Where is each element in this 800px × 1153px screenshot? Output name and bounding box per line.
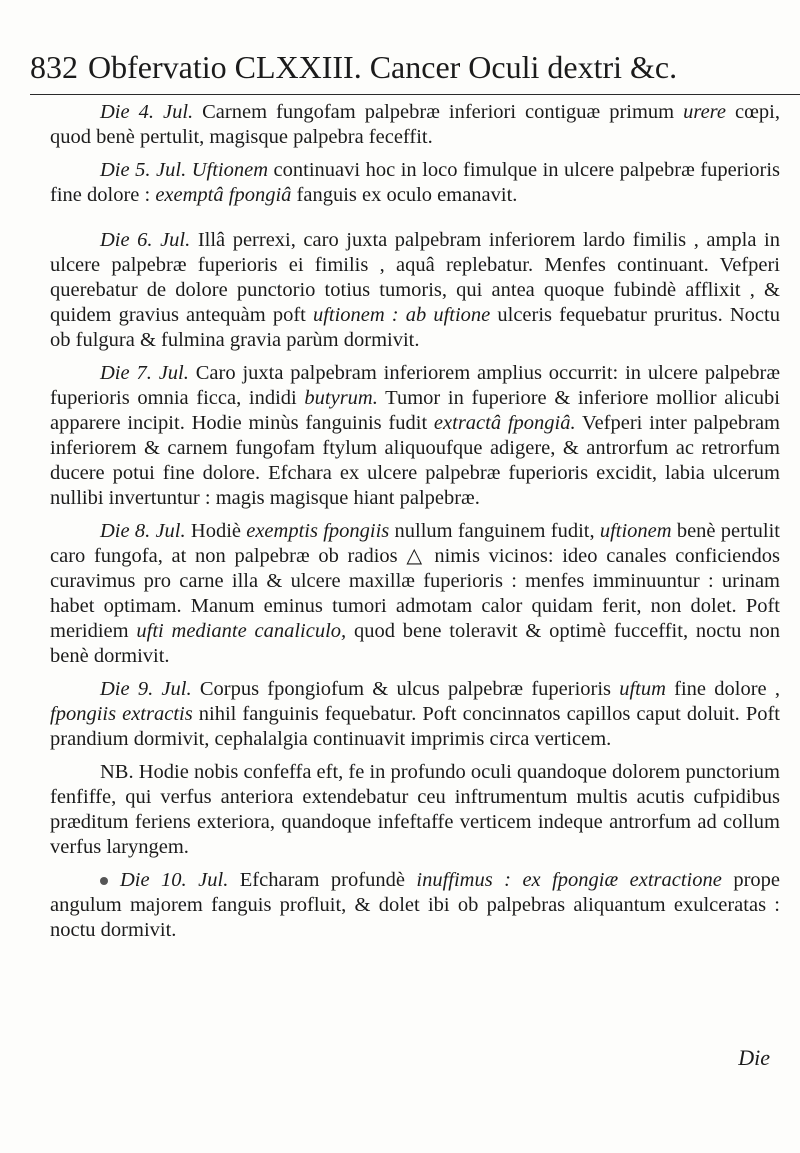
entry-paragraph xyxy=(50,100,780,150)
text-run: fanguis ex oculo emanavit. xyxy=(291,184,518,206)
entry-date: Die 6. Jul. xyxy=(100,229,191,251)
entry-paragraph xyxy=(50,519,780,669)
entry-date: Die 7. Jul. xyxy=(100,362,189,384)
text-run: Efcharam profundè xyxy=(228,869,417,891)
entry-date: Die 4. Jul. xyxy=(100,101,194,123)
entry-date: Die 9. Jul. xyxy=(100,678,192,700)
text-run: Caro juxta palpebram inferiorem amplius occurrit: in ulcere palpebræ fuperioris omnia ficca, indidi xyxy=(50,362,780,409)
entry-date: Die 5. Jul. xyxy=(100,159,187,181)
text-run: Tumor in fuperiore & inferiore mollior alicubi apparere incipit. Hodie minùs fanguinis fudit xyxy=(50,387,780,434)
italic-phrase: extractâ fpongiâ. xyxy=(433,412,576,434)
italic-phrase: ufti mediante canaliculo, xyxy=(136,620,347,642)
entry-paragraph xyxy=(50,677,780,752)
italic-phrase: fpongiis extractis xyxy=(50,703,193,725)
text-run: Hodie nobis confeffa eft, fe in profundo oculi quandoque dolorem punctorium fenfiffe, qui verfus anteriora extendebatur ceu inftrumentum multis acutis cufpidibus præditum feriens exteriora, quandoque infeftaffe verticem indeque antrorfum ad collum verfus laryngem. xyxy=(50,761,780,858)
entry-date: NB. xyxy=(100,761,134,783)
italic-phrase: exemptis fpongiis xyxy=(246,520,390,542)
italic-phrase: Uftionem xyxy=(191,159,269,181)
italic-phrase: uftum xyxy=(619,678,666,700)
entry-paragraph xyxy=(50,760,780,860)
text-run: benè pertulit caro fungofa, at non palpebræ ob radios △ nimis vicinos: ideo canales conficiendos curavimus pro carne illa & ulcere maxillæ fuperioris : menfes imminuuntur : urinam habet optimam. Manum eminus tumori admotam calor quidam ferit, non dolet. Poft meridiem xyxy=(50,520,780,642)
text-run: nihil fanguinis fequebatur. Poft concinnatos capillos caput doluit. Poft prandium dormivit, cephalalgia continuavit imprimis circa verticem. xyxy=(50,703,780,750)
text-run: prope angulum majorem fanguis profluit, & dolet ibi ob palpebras aliquantum exulceratas : noctu dormivit. xyxy=(50,869,780,941)
italic-phrase: urere xyxy=(683,101,726,123)
text-run: Carnem fungofam palpebræ inferiori contiguæ primum xyxy=(193,101,684,123)
page-number: 832 xyxy=(30,49,78,85)
text-run: Vefperi inter palpebram inferiorem & carnem fungofam ftylum aliquoufque adigere, & antrorfum ac retrorfum ducere potui fine dolore. Efchara ex ulcere palpebræ fuperioris excidit, labia ulcerum nullibi invertuntur : magis magisque hiant palpebræ. xyxy=(50,412,780,509)
body-text xyxy=(50,100,780,943)
text-run: quod bene toleravit & optimè fucceffit, noctu non benè dormivit. xyxy=(50,620,780,667)
entry-paragraph xyxy=(50,868,780,943)
text-run: ulceris fequebatur pruritus. Noctu ob fulgura & fulmina gravia parùm dormivit. xyxy=(50,304,780,351)
text-run: Corpus fpongiofum & ulcus palpebræ fuperioris xyxy=(191,678,620,700)
italic-phrase: uftionem xyxy=(599,520,672,542)
italic-phrase: inuffimus : ex fpongiæ extractione xyxy=(416,869,722,891)
bullet-mark-icon xyxy=(100,877,108,885)
italic-phrase: butyrum. xyxy=(304,387,378,409)
text-run: cœpi, quod benè pertulit, magisque palpebra feceffit. xyxy=(50,101,780,148)
text-run: continuavi hoc in loco fimulque in ulcere palpebræ fuperioris fine dolore : xyxy=(50,159,780,206)
entry-date: Die 10. Jul. xyxy=(120,869,229,891)
entry-paragraph xyxy=(50,228,780,353)
entry-paragraph xyxy=(50,361,780,511)
entry-date: Die 8. Jul. xyxy=(100,520,186,542)
text-run: fine dolore , xyxy=(665,678,780,700)
entry-paragraph xyxy=(50,158,780,208)
text-run: Hodiè xyxy=(185,520,247,542)
text-run: nullum fanguinem fudit, xyxy=(389,520,600,542)
italic-phrase: exemptâ fpongiâ xyxy=(155,184,292,206)
catchword: Die xyxy=(738,1045,770,1070)
text-run: Illâ perrexi, caro juxta palpebram inferiorem lardo fimilis , ampla in ulcere palpebræ fuperioris ei fimilis , aquâ replebatur. Menfes continuant. Vefperi querebatur de dolore punctorio totius tumoris, qui antea quoque fubindè afflixit , & quidem gravius antequàm poft xyxy=(50,229,780,326)
header-rule xyxy=(30,94,800,95)
italic-phrase: uftionem : ab uftione xyxy=(312,304,491,326)
running-title: Obfervatio CLXXIII. Cancer Oculi dextri &c. xyxy=(88,49,678,85)
page-header xyxy=(30,48,800,86)
